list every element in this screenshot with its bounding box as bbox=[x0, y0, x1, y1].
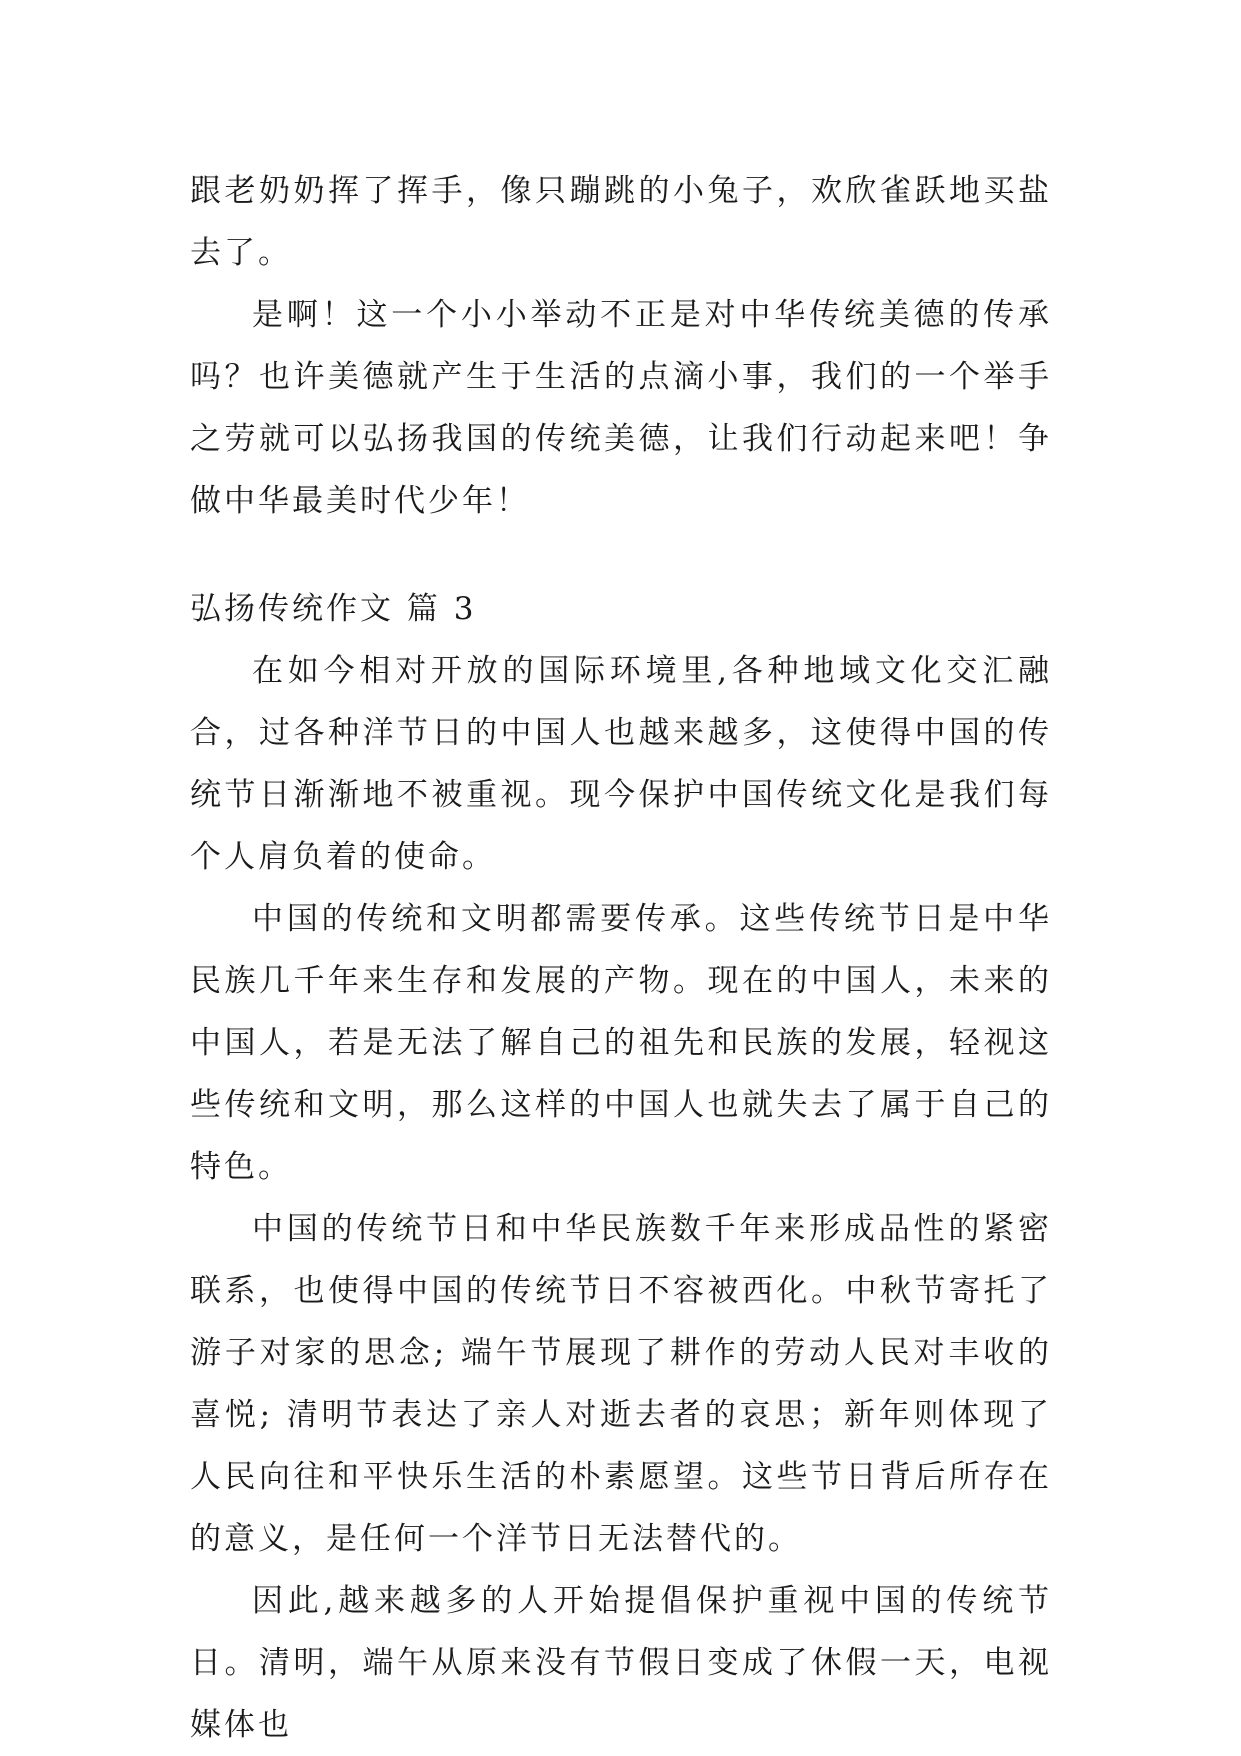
paragraph: 是啊！这一个小小举动不正是对中华传统美德的传承吗？也许美德就产生于生活的点滴小事，我们的一个举手之劳就可以弘扬我国的传统美德，让我们行动起来吧！争做中华最美时代少年！ bbox=[190, 297, 1052, 519]
paragraph: 因此,越来越多的人开始提倡保护重视中国的传统节日。清明，端午从原来没有节假日变成了休假一天，电视媒体也 bbox=[190, 1583, 1052, 1743]
paragraph: 在如今相对开放的国际环境里,各种地域文化交汇融合，过各种洋节日的中国人也越来越多，这使得中国的传统节日渐渐地不被重视。现今保护中国传统文化是我们每个人肩负着的使命。 bbox=[190, 653, 1052, 875]
paragraph: 中国的传统和文明都需要传承。这些传统节日是中华民族几千年来生存和发展的产物。现在的中国人，未来的中国人，若是无法了解自己的祖先和民族的发展，轻视这些传统和文明，那么这样的中国人也就失去了属于自己的特色。 bbox=[190, 901, 1052, 1185]
paragraph-continued: 跟老奶奶挥了挥手，像只蹦跳的小兔子，欢欣雀跃地买盐去了。 bbox=[190, 173, 1052, 271]
paragraph: 中国的传统节日和中华民族数千年来形成品性的紧密联系，也使得中国的传统节日不容被西化。中秋节寄托了游子对家的思念; 端午节展现了耕作的劳动人民对丰收的喜悦; 清明节表达了亲人对逝去者的哀思；新年则体现了人民向往和平快乐生活的朴素愿望。这些节日背后所存在的意义，是任何一个洋节日无法替代的。 bbox=[190, 1211, 1052, 1557]
document-body bbox=[190, 160, 1052, 1756]
section-title: 弘扬传统作文 篇 3 bbox=[190, 591, 477, 627]
